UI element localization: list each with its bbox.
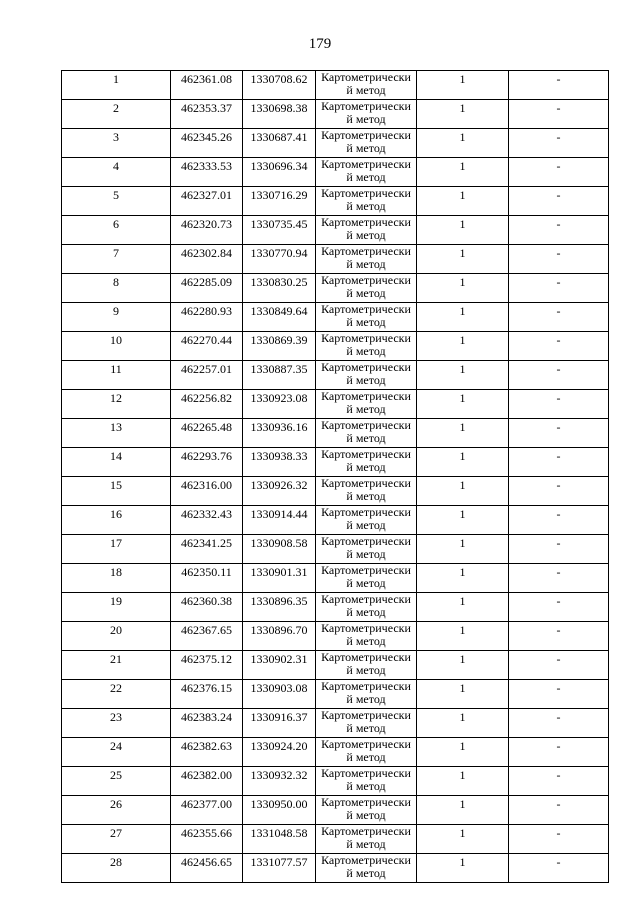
description-cell: -	[509, 158, 609, 187]
y-coordinate-cell: 1330849.64	[243, 303, 316, 332]
y-coordinate-cell: 1330698.38	[243, 100, 316, 129]
method-text-line1: Картометрически	[321, 708, 411, 722]
method-text-line1: Картометрически	[321, 389, 411, 403]
x-coordinate-cell: 462341.25	[171, 535, 243, 564]
point-number-cell: 26	[62, 796, 171, 825]
table-row	[62, 564, 609, 593]
table-row	[62, 767, 609, 796]
accuracy-cell: 1	[417, 274, 509, 303]
point-number-cell: 13	[62, 419, 171, 448]
method-text-line1: Картометрически	[321, 447, 411, 461]
method-cell	[316, 390, 417, 419]
point-number-cell: 22	[62, 680, 171, 709]
table-row	[62, 158, 609, 187]
method-cell	[316, 187, 417, 216]
x-coordinate-cell: 462456.65	[171, 854, 243, 883]
table-row	[62, 535, 609, 564]
accuracy-cell: 1	[417, 651, 509, 680]
x-coordinate-cell: 462360.38	[171, 593, 243, 622]
y-coordinate-cell: 1330716.29	[243, 187, 316, 216]
x-coordinate-cell: 462383.24	[171, 709, 243, 738]
y-coordinate-cell: 1330932.32	[243, 767, 316, 796]
description-cell: -	[509, 709, 609, 738]
y-coordinate-cell: 1330938.33	[243, 448, 316, 477]
table-row	[62, 71, 609, 100]
table-row	[62, 796, 609, 825]
table-row	[62, 390, 609, 419]
method-cell	[316, 419, 417, 448]
accuracy-cell: 1	[417, 680, 509, 709]
x-coordinate-cell: 462302.84	[171, 245, 243, 274]
point-number-cell: 25	[62, 767, 171, 796]
method-text-line1: Картометрически	[321, 534, 411, 548]
y-coordinate-cell: 1330903.08	[243, 680, 316, 709]
point-number-cell: 23	[62, 709, 171, 738]
coordinates-table	[61, 70, 609, 883]
table-row	[62, 651, 609, 680]
point-number-cell: 28	[62, 854, 171, 883]
method-text-line1: Картометрически	[321, 244, 411, 258]
accuracy-cell: 1	[417, 158, 509, 187]
y-coordinate-cell: 1330914.44	[243, 506, 316, 535]
table-row	[62, 245, 609, 274]
description-cell: -	[509, 796, 609, 825]
method-text-line2: й метод	[346, 808, 386, 822]
method-cell	[316, 216, 417, 245]
x-coordinate-cell: 462257.01	[171, 361, 243, 390]
point-number-cell: 21	[62, 651, 171, 680]
accuracy-cell: 1	[417, 303, 509, 332]
accuracy-cell: 1	[417, 361, 509, 390]
description-cell: -	[509, 506, 609, 535]
accuracy-cell: 1	[417, 825, 509, 854]
y-coordinate-cell: 1331048.58	[243, 825, 316, 854]
point-number-cell: 2	[62, 100, 171, 129]
x-coordinate-cell: 462367.65	[171, 622, 243, 651]
method-text-line1: Картометрически	[321, 824, 411, 838]
description-cell: -	[509, 332, 609, 361]
method-cell	[316, 709, 417, 738]
x-coordinate-cell: 462327.01	[171, 187, 243, 216]
point-number-cell: 6	[62, 216, 171, 245]
y-coordinate-cell: 1330926.32	[243, 477, 316, 506]
y-coordinate-cell: 1330869.39	[243, 332, 316, 361]
x-coordinate-cell: 462285.09	[171, 274, 243, 303]
method-text-line2: й метод	[346, 837, 386, 851]
y-coordinate-cell: 1330896.70	[243, 622, 316, 651]
description-cell: -	[509, 564, 609, 593]
method-text-line2: й метод	[346, 489, 386, 503]
method-cell	[316, 245, 417, 274]
method-text-line1: Картометрически	[321, 650, 411, 664]
method-text-line1: Картометрически	[321, 215, 411, 229]
accuracy-cell: 1	[417, 71, 509, 100]
x-coordinate-cell: 462382.00	[171, 767, 243, 796]
y-coordinate-cell: 1330830.25	[243, 274, 316, 303]
method-text-line1: Картометрически	[321, 331, 411, 345]
method-cell	[316, 854, 417, 883]
method-text-line1: Картометрически	[321, 99, 411, 113]
point-number-cell: 5	[62, 187, 171, 216]
method-text-line1: Картометрически	[321, 621, 411, 635]
method-text-line2: й метод	[346, 866, 386, 880]
method-text-line2: й метод	[346, 373, 386, 387]
method-text-line2: й метод	[346, 692, 386, 706]
accuracy-cell: 1	[417, 216, 509, 245]
point-number-cell: 16	[62, 506, 171, 535]
table-row	[62, 593, 609, 622]
y-coordinate-cell: 1330936.16	[243, 419, 316, 448]
method-cell	[316, 796, 417, 825]
accuracy-cell: 1	[417, 390, 509, 419]
description-cell: -	[509, 535, 609, 564]
accuracy-cell: 1	[417, 854, 509, 883]
table-row	[62, 216, 609, 245]
description-cell: -	[509, 100, 609, 129]
table-row	[62, 622, 609, 651]
accuracy-cell: 1	[417, 535, 509, 564]
x-coordinate-cell: 462280.93	[171, 303, 243, 332]
y-coordinate-cell: 1330950.00	[243, 796, 316, 825]
description-cell: -	[509, 477, 609, 506]
point-number-cell: 12	[62, 390, 171, 419]
method-text-line1: Картометрически	[321, 592, 411, 606]
method-cell	[316, 651, 417, 680]
y-coordinate-cell: 1330708.62	[243, 71, 316, 100]
x-coordinate-cell: 462293.76	[171, 448, 243, 477]
coordinates-table-body	[62, 71, 609, 883]
method-cell	[316, 332, 417, 361]
point-number-cell: 10	[62, 332, 171, 361]
accuracy-cell: 1	[417, 709, 509, 738]
description-cell: -	[509, 448, 609, 477]
method-text-line2: й метод	[346, 112, 386, 126]
method-text-line1: Картометрически	[321, 563, 411, 577]
table-row	[62, 419, 609, 448]
method-text-line1: Картометрически	[321, 128, 411, 142]
method-text-line2: й метод	[346, 257, 386, 271]
accuracy-cell: 1	[417, 622, 509, 651]
accuracy-cell: 1	[417, 245, 509, 274]
method-text-line1: Картометрически	[321, 186, 411, 200]
table-row	[62, 303, 609, 332]
x-coordinate-cell: 462256.82	[171, 390, 243, 419]
method-text-line1: Картометрически	[321, 70, 411, 84]
method-text-line2: й метод	[346, 605, 386, 619]
method-text-line2: й метод	[346, 431, 386, 445]
point-number-cell: 4	[62, 158, 171, 187]
table-row	[62, 709, 609, 738]
method-text-line1: Картометрически	[321, 418, 411, 432]
method-cell	[316, 129, 417, 158]
table-row	[62, 448, 609, 477]
y-coordinate-cell: 1330687.41	[243, 129, 316, 158]
table-row	[62, 361, 609, 390]
y-coordinate-cell: 1330896.35	[243, 593, 316, 622]
x-coordinate-cell: 462377.00	[171, 796, 243, 825]
description-cell: -	[509, 419, 609, 448]
method-text-line2: й метод	[346, 779, 386, 793]
point-number-cell: 1	[62, 71, 171, 100]
accuracy-cell: 1	[417, 419, 509, 448]
y-coordinate-cell: 1330923.08	[243, 390, 316, 419]
x-coordinate-cell: 462361.08	[171, 71, 243, 100]
method-cell	[316, 825, 417, 854]
method-cell	[316, 506, 417, 535]
accuracy-cell: 1	[417, 564, 509, 593]
method-text-line2: й метод	[346, 547, 386, 561]
method-text-line2: й метод	[346, 750, 386, 764]
table-row	[62, 274, 609, 303]
description-cell: -	[509, 245, 609, 274]
description-cell: -	[509, 274, 609, 303]
method-cell	[316, 158, 417, 187]
x-coordinate-cell: 462353.37	[171, 100, 243, 129]
description-cell: -	[509, 361, 609, 390]
y-coordinate-cell: 1330901.31	[243, 564, 316, 593]
method-cell	[316, 274, 417, 303]
description-cell: -	[509, 622, 609, 651]
accuracy-cell: 1	[417, 187, 509, 216]
method-text-line2: й метод	[346, 344, 386, 358]
y-coordinate-cell: 1330696.34	[243, 158, 316, 187]
y-coordinate-cell: 1330902.31	[243, 651, 316, 680]
method-cell	[316, 593, 417, 622]
accuracy-cell: 1	[417, 129, 509, 158]
description-cell: -	[509, 303, 609, 332]
point-number-cell: 24	[62, 738, 171, 767]
method-cell	[316, 535, 417, 564]
method-text-line2: й метод	[346, 286, 386, 300]
point-number-cell: 15	[62, 477, 171, 506]
point-number-cell: 20	[62, 622, 171, 651]
x-coordinate-cell: 462332.43	[171, 506, 243, 535]
point-number-cell: 27	[62, 825, 171, 854]
method-text-line1: Картометрически	[321, 766, 411, 780]
method-text-line2: й метод	[346, 141, 386, 155]
description-cell: -	[509, 390, 609, 419]
x-coordinate-cell: 462375.12	[171, 651, 243, 680]
y-coordinate-cell: 1330770.94	[243, 245, 316, 274]
method-text-line1: Картометрически	[321, 157, 411, 171]
method-cell	[316, 448, 417, 477]
method-cell	[316, 622, 417, 651]
x-coordinate-cell: 462320.73	[171, 216, 243, 245]
table-row	[62, 506, 609, 535]
description-cell: -	[509, 71, 609, 100]
accuracy-cell: 1	[417, 477, 509, 506]
method-text-line1: Картометрически	[321, 853, 411, 867]
method-text-line1: Картометрически	[321, 505, 411, 519]
method-cell	[316, 71, 417, 100]
accuracy-cell: 1	[417, 506, 509, 535]
method-text-line2: й метод	[346, 721, 386, 735]
table-row	[62, 854, 609, 883]
description-cell: -	[509, 767, 609, 796]
method-text-line2: й метод	[346, 518, 386, 532]
accuracy-cell: 1	[417, 796, 509, 825]
table-row	[62, 680, 609, 709]
point-number-cell: 8	[62, 274, 171, 303]
method-cell	[316, 767, 417, 796]
x-coordinate-cell: 462350.11	[171, 564, 243, 593]
method-text-line2: й метод	[346, 199, 386, 213]
method-text-line1: Картометрически	[321, 360, 411, 374]
x-coordinate-cell: 462265.48	[171, 419, 243, 448]
accuracy-cell: 1	[417, 767, 509, 796]
y-coordinate-cell: 1330735.45	[243, 216, 316, 245]
method-text-line1: Картометрически	[321, 476, 411, 490]
x-coordinate-cell: 462316.00	[171, 477, 243, 506]
method-cell	[316, 564, 417, 593]
x-coordinate-cell: 462345.26	[171, 129, 243, 158]
description-cell: -	[509, 854, 609, 883]
method-text-line1: Картометрически	[321, 795, 411, 809]
description-cell: -	[509, 680, 609, 709]
accuracy-cell: 1	[417, 738, 509, 767]
description-cell: -	[509, 593, 609, 622]
x-coordinate-cell: 462382.63	[171, 738, 243, 767]
method-text-line2: й метод	[346, 663, 386, 677]
point-number-cell: 11	[62, 361, 171, 390]
method-text-line2: й метод	[346, 83, 386, 97]
y-coordinate-cell: 1330924.20	[243, 738, 316, 767]
method-cell	[316, 477, 417, 506]
method-cell	[316, 361, 417, 390]
x-coordinate-cell: 462355.66	[171, 825, 243, 854]
method-text-line2: й метод	[346, 460, 386, 474]
x-coordinate-cell: 462270.44	[171, 332, 243, 361]
method-text-line2: й метод	[346, 402, 386, 416]
description-cell: -	[509, 651, 609, 680]
description-cell: -	[509, 738, 609, 767]
method-cell	[316, 680, 417, 709]
accuracy-cell: 1	[417, 100, 509, 129]
point-number-cell: 14	[62, 448, 171, 477]
method-text-line1: Картометрически	[321, 302, 411, 316]
accuracy-cell: 1	[417, 332, 509, 361]
method-text-line1: Картометрически	[321, 737, 411, 751]
x-coordinate-cell: 462333.53	[171, 158, 243, 187]
table-row	[62, 477, 609, 506]
description-cell: -	[509, 825, 609, 854]
point-number-cell: 9	[62, 303, 171, 332]
table-row	[62, 100, 609, 129]
table-row	[62, 129, 609, 158]
x-coordinate-cell: 462376.15	[171, 680, 243, 709]
method-text-line2: й метод	[346, 634, 386, 648]
method-cell	[316, 738, 417, 767]
table-row	[62, 825, 609, 854]
method-text-line2: й метод	[346, 228, 386, 242]
page-number: 179	[308, 36, 332, 52]
description-cell: -	[509, 129, 609, 158]
accuracy-cell: 1	[417, 593, 509, 622]
table-row	[62, 187, 609, 216]
y-coordinate-cell: 1330887.35	[243, 361, 316, 390]
y-coordinate-cell: 1331077.57	[243, 854, 316, 883]
point-number-cell: 7	[62, 245, 171, 274]
point-number-cell: 19	[62, 593, 171, 622]
method-text-line2: й метод	[346, 576, 386, 590]
description-cell: -	[509, 216, 609, 245]
y-coordinate-cell: 1330916.37	[243, 709, 316, 738]
table-row	[62, 332, 609, 361]
method-cell	[316, 100, 417, 129]
method-text-line1: Картометрически	[321, 273, 411, 287]
method-text-line2: й метод	[346, 315, 386, 329]
point-number-cell: 18	[62, 564, 171, 593]
accuracy-cell: 1	[417, 448, 509, 477]
point-number-cell: 17	[62, 535, 171, 564]
table-row	[62, 738, 609, 767]
description-cell: -	[509, 187, 609, 216]
method-cell	[316, 303, 417, 332]
method-text-line2: й метод	[346, 170, 386, 184]
point-number-cell: 3	[62, 129, 171, 158]
y-coordinate-cell: 1330908.58	[243, 535, 316, 564]
method-text-line1: Картометрически	[321, 679, 411, 693]
